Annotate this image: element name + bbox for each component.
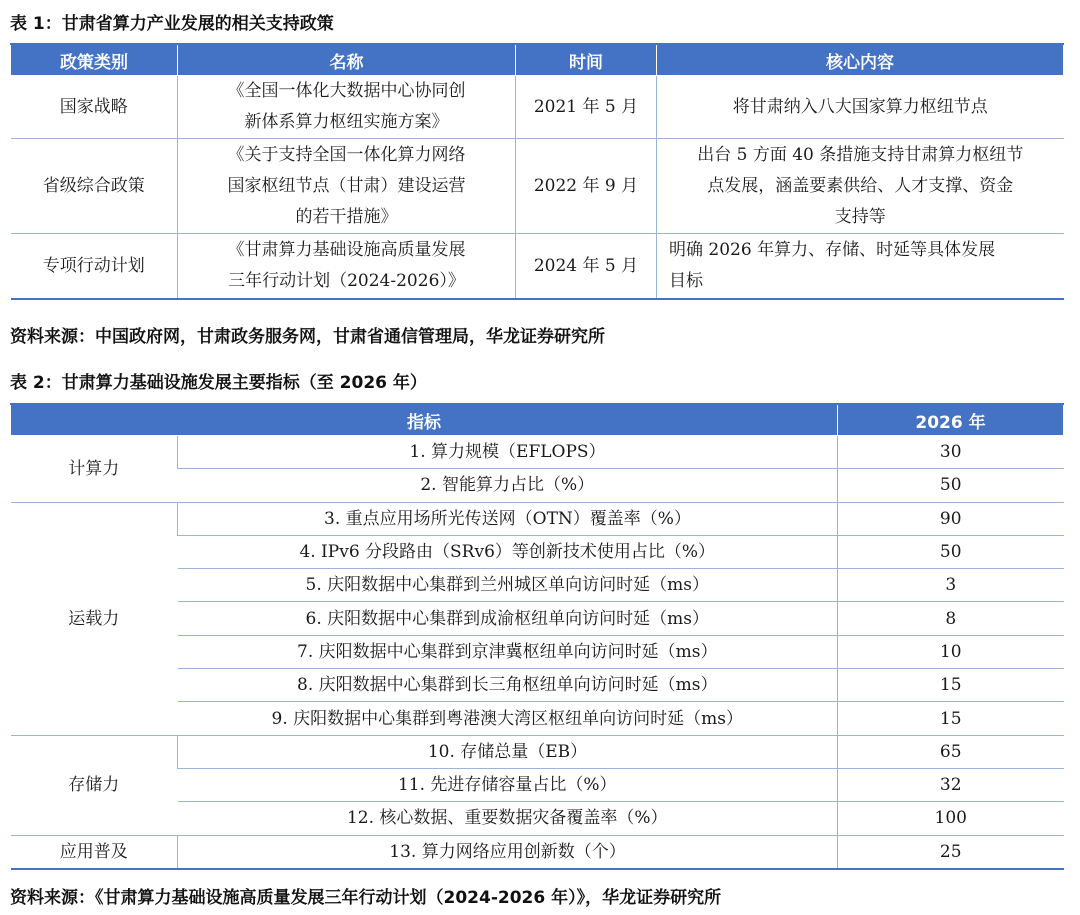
policy-time: 2022 年 9 月 <box>516 139 657 234</box>
policy-name <box>178 139 516 234</box>
group-label: 应用普及 <box>59 841 128 862</box>
indicator-name: 7. 庆阳数据中心集群到京津冀枢纽单向访问时延（ms） <box>178 635 838 668</box>
indicator-value: 65 <box>838 735 1064 768</box>
policy-content-line: 点发展，涵盖要素供给、人才支撑、资金 <box>707 175 1014 196</box>
indicator-name: 5. 庆阳数据中心集群到兰州城区单向访问时延（ms） <box>178 569 838 602</box>
policy-content <box>657 139 1064 234</box>
indicator-value: 30 <box>838 436 1064 469</box>
indicator-name: 3. 重点应用场所光传送网（OTN）覆盖率（%） <box>178 502 838 535</box>
policy-name-line: 的若干措施》 <box>295 206 398 227</box>
header-indicator: 指标 <box>11 404 838 436</box>
indicator-name: 9. 庆阳数据中心集群到粤港澳大湾区枢纽单向访问时延（ms） <box>178 702 838 735</box>
header-time: 时间 <box>516 44 657 76</box>
policy-category: 专项行动计划 <box>42 255 145 276</box>
policy-name-line: 《全国一体化大数据中心协同创 <box>227 81 466 101</box>
indicator-name: 6. 庆阳数据中心集群到成渝枢纽单向访问时延（ms） <box>178 602 838 635</box>
table-row <box>11 735 1064 768</box>
indicator-value: 50 <box>838 535 1064 568</box>
group-label: 存储力 <box>11 735 178 835</box>
policy-row <box>11 234 1064 300</box>
table1-source: 资料来源：中国政府网，甘肃政务服务网，甘肃省通信管理局，华龙证券研究所 <box>10 327 605 347</box>
policy-row <box>11 139 1064 234</box>
indicator-value: 15 <box>838 702 1064 735</box>
indicator-name: 4. IPv6 分段路由（SRv6）等创新技术使用占比（%） <box>178 535 838 568</box>
table-row <box>11 502 1064 535</box>
policy-name-line: 国家枢纽节点（甘肃）建设运营 <box>227 175 466 196</box>
policy-name <box>178 76 516 139</box>
table2-source: 资料来源：《甘肃算力基础设施高质量发展三年行动计划（2024-2026 年）》，华龙证券研究所 <box>10 888 722 908</box>
policy-content <box>657 76 1064 139</box>
table-row <box>11 436 1064 469</box>
header-name: 名称 <box>178 44 516 76</box>
indicator-value: 50 <box>838 469 1064 502</box>
header-category: 政策类别 <box>11 44 178 76</box>
indicator-name: 10. 存储总量（EB） <box>178 735 838 768</box>
policy-row <box>11 76 1064 139</box>
policy-category: 省级综合政策 <box>11 139 178 234</box>
header-content: 核心内容 <box>657 44 1064 76</box>
table2-caption: 表 2：甘肃算力基础设施发展主要指标（至 2026 年） <box>10 373 427 393</box>
policy-time: 2021 年 5 月 <box>516 76 657 139</box>
policy-content-line: 目标 <box>669 271 703 291</box>
policy-content-line: 将甘肃纳入八大国家算力枢纽节点 <box>732 96 988 117</box>
policy-name-line: 《关于支持全国一体化算力网络 <box>227 144 466 165</box>
policy-content-line: 支持等 <box>834 206 886 227</box>
policy-time: 2024 年 5 月 <box>516 234 657 300</box>
indicator-name: 1. 算力规模（EFLOPS） <box>178 436 838 469</box>
policy-name-line: 新体系算力枢纽实施方案》 <box>244 112 449 132</box>
header-year: 2026 年 <box>838 404 1064 436</box>
indicator-name: 13. 算力网络应用创新数（个） <box>178 835 838 869</box>
policy-content-line: 出台 5 方面 40 条措施支持甘肃算力枢纽节 <box>697 144 1024 165</box>
indicator-name: 8. 庆阳数据中心集群到长三角枢纽单向访问时延（ms） <box>178 669 838 702</box>
indicator-value: 8 <box>838 602 1064 635</box>
indicator-value: 3 <box>838 569 1064 602</box>
indicator-value: 25 <box>838 835 1064 869</box>
indicator-name: 11. 先进存储容量占比（%） <box>178 768 838 801</box>
table1-caption: 表 1：甘肃省算力产业发展的相关支持政策 <box>10 14 334 34</box>
indicator-name: 2. 智能算力占比（%） <box>178 469 838 502</box>
policy-table-header <box>11 44 1064 76</box>
policy-name <box>178 234 516 300</box>
policy-name-line: 《甘肃算力基础设施高质量发展 <box>227 240 466 260</box>
indicator-value: 100 <box>838 802 1064 835</box>
indicator-name: 12. 核心数据、重要数据灾备覆盖率（%） <box>178 802 838 835</box>
policy-content <box>657 234 1064 300</box>
indicator-value: 10 <box>838 635 1064 668</box>
indicator-value: 90 <box>838 502 1064 535</box>
indicator-table <box>10 403 1064 870</box>
policy-name-line: 三年行动计划（2024-2026）》 <box>228 271 465 291</box>
group-label: 运载力 <box>11 502 178 735</box>
indicator-value: 32 <box>838 768 1064 801</box>
policy-table <box>10 43 1064 300</box>
policy-category: 国家战略 <box>11 76 178 139</box>
indicator-table-header <box>11 404 1064 436</box>
indicator-value: 15 <box>838 669 1064 702</box>
group-label: 计算力 <box>11 436 178 503</box>
table-row <box>11 835 1064 869</box>
policy-content-line: 明确 2026 年算力、存储、时延等具体发展 <box>669 240 996 260</box>
